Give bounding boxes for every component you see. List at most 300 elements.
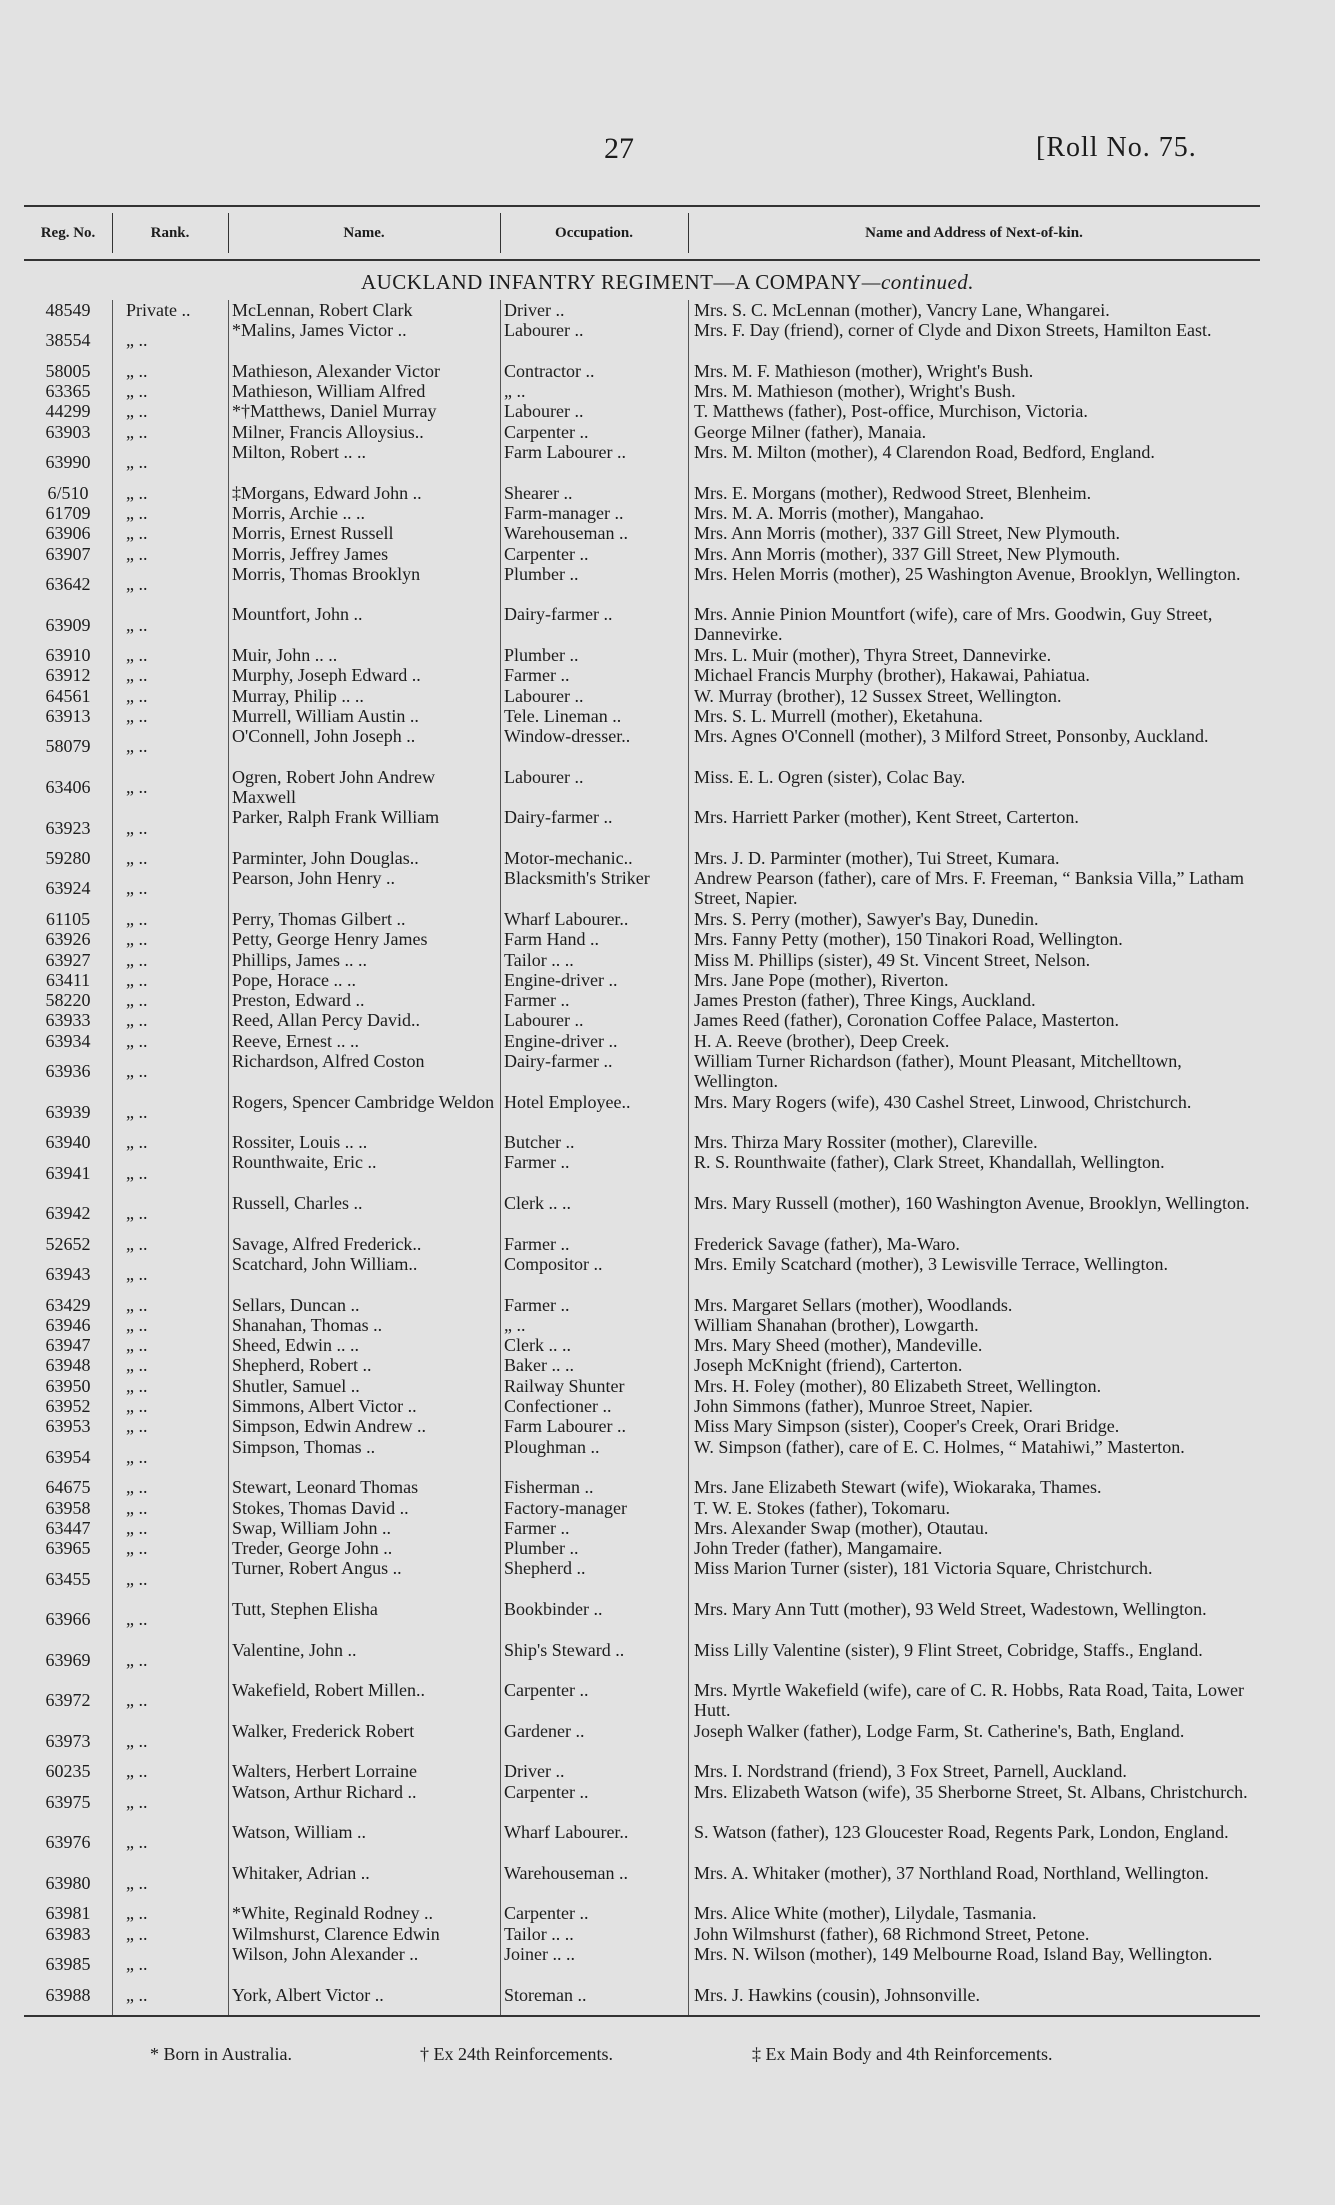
soldier-name: Shepherd, Robert .. bbox=[232, 1355, 372, 1376]
next-of-kin: Mrs. Jane Pope (mother), Riverton. bbox=[694, 969, 949, 990]
reg-number: 63365 bbox=[45, 381, 91, 402]
reg-number: 63990 bbox=[45, 452, 91, 473]
reg-number: 63981 bbox=[45, 1903, 91, 1924]
occupation: Confectioner .. bbox=[504, 1396, 612, 1417]
rank: „ .. bbox=[126, 421, 148, 442]
roll-table bbox=[24, 300, 1260, 2017]
soldier-name: Morris, Ernest Russell bbox=[232, 523, 394, 544]
table-row bbox=[24, 361, 1260, 381]
rank: „ .. bbox=[126, 817, 148, 838]
next-of-kin: Mrs. N. Wilson (mother), 149 Melbourne Road, Island Bay, Wellington. bbox=[694, 1944, 1213, 1965]
soldier-name: Simmons, Albert Victor .. bbox=[232, 1396, 417, 1417]
table-row bbox=[24, 523, 1260, 543]
rank: „ .. bbox=[126, 990, 148, 1011]
rank: „ .. bbox=[126, 1832, 148, 1853]
soldier-name: Murray, Philip .. .. bbox=[232, 685, 364, 706]
occupation: Farmer .. bbox=[504, 1294, 570, 1315]
rank: „ .. bbox=[126, 452, 148, 473]
next-of-kin: Joseph Walker (father), Lodge Farm, St. Catherine's, Bath, England. bbox=[694, 1720, 1185, 1741]
soldier-name: Russell, Charles .. bbox=[232, 1193, 363, 1214]
reg-number: 63942 bbox=[45, 1203, 91, 1224]
soldier-name: Sellars, Duncan .. bbox=[232, 1294, 360, 1315]
next-of-kin: Mrs. Mary Ann Tutt (mother), 93 Weld Street, Wadestown, Wellington. bbox=[694, 1599, 1207, 1619]
next-of-kin: Mrs. Helen Morris (mother), 25 Washington Avenue, Brooklyn, Wellington. bbox=[694, 563, 1241, 584]
table-row bbox=[24, 544, 1260, 564]
rank: „ .. bbox=[126, 502, 148, 523]
occupation: Driver .. bbox=[504, 1761, 565, 1782]
rank: „ .. bbox=[126, 969, 148, 990]
occupation: Ship's Steward .. bbox=[504, 1639, 625, 1660]
soldier-name: Turner, Robert Angus .. bbox=[232, 1558, 402, 1579]
table-row bbox=[24, 1477, 1260, 1497]
reg-number: 48549 bbox=[45, 300, 91, 320]
reg-number: 63975 bbox=[45, 1791, 91, 1812]
rank: „ .. bbox=[126, 523, 148, 544]
soldier-name: Scatchard, John William.. bbox=[232, 1253, 418, 1274]
soldier-name: Sheed, Edwin .. .. bbox=[232, 1335, 359, 1356]
reg-number: 63954 bbox=[45, 1446, 91, 1467]
reg-number: 61105 bbox=[45, 908, 91, 929]
soldier-name: Simpson, Thomas .. bbox=[232, 1436, 376, 1457]
next-of-kin: Mrs. M. A. Morris (mother), Mangahao. bbox=[694, 502, 984, 523]
rank: „ .. bbox=[126, 1335, 148, 1356]
reg-number: 63941 bbox=[45, 1162, 91, 1183]
column-header-rank: Rank. bbox=[150, 225, 190, 241]
occupation: Compositor .. bbox=[504, 1253, 603, 1274]
next-of-kin: Andrew Pearson (father), care of Mrs. F. Freeman, “ Banksia Villa,” Latham Street, Napier. bbox=[694, 868, 1244, 909]
soldier-name: Swap, William John .. bbox=[232, 1517, 391, 1538]
next-of-kin: Mrs. A. Whitaker (mother), 37 Northland Road, Northland, Wellington. bbox=[694, 1862, 1209, 1883]
rank: „ .. bbox=[126, 1132, 148, 1153]
table-row bbox=[24, 1437, 1260, 1478]
rank: „ .. bbox=[126, 736, 148, 757]
rank: „ .. bbox=[126, 705, 148, 726]
next-of-kin: Mrs. J. D. Parminter (mother), Tui Street, Kumara. bbox=[694, 848, 1060, 869]
next-of-kin: John Treder (father), Mangamaire. bbox=[694, 1538, 943, 1559]
next-of-kin: Miss Mary Simpson (sister), Cooper's Creek, Orari Bridge. bbox=[694, 1416, 1120, 1437]
reg-number: 63924 bbox=[45, 878, 91, 899]
reg-number: 63950 bbox=[45, 1375, 91, 1396]
occupation: Farmer .. bbox=[504, 990, 570, 1011]
table-row bbox=[24, 970, 1260, 990]
next-of-kin: Mrs. Alice White (mother), Lilydale, Tasmania. bbox=[694, 1903, 1037, 1924]
table-row bbox=[24, 1010, 1260, 1030]
table-row bbox=[24, 1944, 1260, 1985]
rank: „ .. bbox=[126, 1233, 148, 1254]
soldier-name: Mountfort, John .. bbox=[232, 604, 363, 625]
soldier-name: McLennan, Robert Clark bbox=[232, 300, 413, 320]
rank: „ .. bbox=[126, 908, 148, 929]
next-of-kin: Mrs. Annie Pinion Mountfort (wife), care of Mrs. Goodwin, Guy Street, Dannevirke. bbox=[694, 604, 1213, 645]
reg-number: 63946 bbox=[45, 1314, 91, 1335]
occupation: Shearer .. bbox=[504, 482, 573, 503]
occupation: Warehouseman .. bbox=[504, 523, 629, 544]
reg-number: 63927 bbox=[45, 949, 91, 970]
soldier-name: Morris, Archie .. .. bbox=[232, 502, 365, 523]
next-of-kin: Mrs. S. Perry (mother), Sawyer's Bay, Dunedin. bbox=[694, 908, 1039, 929]
occupation: Labourer .. bbox=[504, 320, 584, 341]
occupation: Labourer .. bbox=[504, 685, 584, 706]
soldier-name: Parker, Ralph Frank William bbox=[232, 807, 440, 828]
reg-number: 63953 bbox=[45, 1416, 91, 1437]
table-row bbox=[24, 868, 1260, 909]
table-row bbox=[24, 848, 1260, 868]
section-title-continued: —continued. bbox=[861, 270, 975, 294]
reg-number: 63411 bbox=[45, 969, 91, 990]
occupation: Driver .. bbox=[504, 300, 565, 320]
soldier-name: Morris, Thomas Brooklyn bbox=[232, 563, 421, 584]
table-row bbox=[24, 706, 1260, 726]
table-row bbox=[24, 381, 1260, 401]
reg-number: 63973 bbox=[45, 1730, 91, 1751]
reg-number: 63447 bbox=[45, 1517, 91, 1538]
soldier-name: York, Albert Victor .. bbox=[232, 1984, 384, 2005]
table-row bbox=[24, 1031, 1260, 1051]
table-row bbox=[24, 1396, 1260, 1416]
rank: „ .. bbox=[126, 1203, 148, 1224]
table-row bbox=[24, 1335, 1260, 1355]
soldier-name: Tutt, Stephen Elisha bbox=[232, 1599, 378, 1619]
table-row bbox=[24, 1498, 1260, 1518]
soldier-name: O'Connell, John Joseph .. bbox=[232, 726, 416, 747]
next-of-kin: Mrs. M. F. Mathieson (mother), Wright's Bush. bbox=[694, 360, 1034, 381]
footnote-main-body: ‡ Ex Main Body and 4th Reinforcements. bbox=[752, 2044, 1053, 2064]
reg-number: 63985 bbox=[45, 1954, 91, 1975]
next-of-kin: William Shanahan (brother), Lowgarth. bbox=[694, 1314, 979, 1335]
occupation: Plumber .. bbox=[504, 563, 579, 584]
table-row bbox=[24, 686, 1260, 706]
soldier-name: *Malins, James Victor .. bbox=[232, 320, 407, 341]
occupation: Shepherd .. bbox=[504, 1558, 586, 1579]
soldier-name: Richardson, Alfred Coston bbox=[232, 1050, 425, 1071]
soldier-name: Murphy, Joseph Edward .. bbox=[232, 665, 421, 686]
reg-number: 63934 bbox=[45, 1030, 91, 1051]
occupation: Railway Shunter bbox=[504, 1375, 625, 1396]
occupation: Carpenter .. bbox=[504, 543, 589, 564]
next-of-kin: Mrs. Emily Scatchard (mother), 3 Lewisville Terrace, Wellington. bbox=[694, 1253, 1168, 1274]
soldier-name: Pope, Horace .. .. bbox=[232, 969, 356, 990]
page-number: 27 bbox=[604, 132, 634, 165]
reg-number: 63912 bbox=[45, 665, 91, 686]
reg-number: 63983 bbox=[45, 1923, 91, 1944]
soldier-name: Watson, William .. bbox=[232, 1822, 366, 1843]
soldier-name: Simpson, Edwin Andrew .. bbox=[232, 1416, 427, 1437]
reg-number: 63965 bbox=[45, 1538, 91, 1559]
table-row bbox=[24, 1193, 1260, 1234]
reg-number: 64675 bbox=[45, 1477, 91, 1498]
table-row bbox=[24, 300, 1260, 320]
next-of-kin: Mrs. Mary Russell (mother), 160 Washington Avenue, Brooklyn, Wellington. bbox=[694, 1193, 1250, 1214]
soldier-name: Treder, George John .. bbox=[232, 1538, 393, 1559]
occupation: Bookbinder .. bbox=[504, 1599, 603, 1619]
rank: „ .. bbox=[126, 929, 148, 950]
occupation: Dairy-farmer .. bbox=[504, 1050, 613, 1071]
soldier-name: Wilmshurst, Clarence Edwin bbox=[232, 1923, 440, 1944]
next-of-kin: Mrs. F. Day (friend), corner of Clyde and Dixon Streets, Hamilton East. bbox=[694, 320, 1212, 341]
next-of-kin: Frederick Savage (father), Ma-Waro. bbox=[694, 1233, 960, 1254]
table-row bbox=[24, 1782, 1260, 1823]
rank: „ .. bbox=[126, 848, 148, 869]
soldier-name: Preston, Edward .. bbox=[232, 990, 365, 1011]
occupation: Baker .. .. bbox=[504, 1355, 574, 1376]
occupation: Dairy-farmer .. bbox=[504, 807, 613, 828]
occupation: Wharf Labourer.. bbox=[504, 1822, 629, 1843]
reg-number: 63976 bbox=[45, 1832, 91, 1853]
occupation: Wharf Labourer.. bbox=[504, 908, 629, 929]
occupation: Dairy-farmer .. bbox=[504, 604, 613, 625]
rank: „ .. bbox=[126, 1375, 148, 1396]
soldier-name: Wilson, John Alexander .. bbox=[232, 1944, 419, 1965]
soldier-name: Parminter, John Douglas.. bbox=[232, 848, 419, 869]
table-row bbox=[24, 1903, 1260, 1923]
table-row bbox=[24, 604, 1260, 645]
occupation: Warehouseman .. bbox=[504, 1862, 629, 1883]
reg-number: 63926 bbox=[45, 929, 91, 950]
table-row bbox=[24, 1599, 1260, 1640]
occupation: Carpenter .. bbox=[504, 1781, 589, 1802]
reg-number: 63988 bbox=[45, 1984, 91, 2005]
next-of-kin: Michael Francis Murphy (brother), Hakawai, Pahiatua. bbox=[694, 665, 1090, 686]
reg-number: 38554 bbox=[45, 330, 91, 351]
occupation: Farmer .. bbox=[504, 665, 570, 686]
rank: „ .. bbox=[126, 1761, 148, 1782]
next-of-kin: Mrs. Agnes O'Connell (mother), 3 Milford Street, Ponsonby, Auckland. bbox=[694, 726, 1209, 747]
occupation: Factory-manager bbox=[504, 1497, 627, 1518]
rank: „ .. bbox=[126, 1314, 148, 1335]
table-row bbox=[24, 645, 1260, 665]
next-of-kin: John Wilmshurst (father), 68 Richmond Street, Petone. bbox=[694, 1923, 1090, 1944]
next-of-kin: T. Matthews (father), Post-office, Murchison, Victoria. bbox=[694, 401, 1088, 422]
rank: „ .. bbox=[126, 878, 148, 899]
occupation: Window-dresser.. bbox=[504, 726, 631, 747]
table-row bbox=[24, 950, 1260, 970]
table-row bbox=[24, 1640, 1260, 1681]
next-of-kin: Mrs. Jane Elizabeth Stewart (wife), Wiokaraka, Thames. bbox=[694, 1477, 1102, 1498]
occupation: Engine-driver .. bbox=[504, 969, 618, 990]
footnote-born-australia: * Born in Australia. bbox=[150, 2044, 292, 2064]
next-of-kin: Mrs. I. Nordstrand (friend), 3 Fox Street, Parnell, Auckland. bbox=[694, 1761, 1127, 1782]
reg-number: 63952 bbox=[45, 1396, 91, 1417]
table-row bbox=[24, 1152, 1260, 1193]
next-of-kin: S. Watson (father), 123 Gloucester Road, Regents Park, London, England. bbox=[694, 1822, 1229, 1843]
soldier-name: Pearson, John Henry .. bbox=[232, 868, 395, 889]
next-of-kin: Mrs. Harriett Parker (mother), Kent Street, Carterton. bbox=[694, 807, 1079, 828]
next-of-kin: William Turner Richardson (father), Mount Pleasant, Mitchelltown, Wellington. bbox=[694, 1050, 1182, 1091]
table-row bbox=[24, 422, 1260, 442]
rank: „ .. bbox=[126, 1294, 148, 1315]
occupation: Farm Labourer .. bbox=[504, 1416, 626, 1437]
soldier-name: Mathieson, William Alfred bbox=[232, 381, 426, 402]
table-row bbox=[24, 929, 1260, 949]
occupation: Blacksmith's Striker bbox=[504, 868, 650, 889]
next-of-kin: Miss. E. L. Ogren (sister), Colac Bay. bbox=[694, 766, 966, 787]
occupation: Fisherman .. bbox=[504, 1477, 594, 1498]
reg-number: 63910 bbox=[45, 645, 91, 666]
reg-number: 63923 bbox=[45, 817, 91, 838]
soldier-name: Savage, Alfred Frederick.. bbox=[232, 1233, 422, 1254]
table-row bbox=[24, 909, 1260, 929]
occupation: Farmer .. bbox=[504, 1233, 570, 1254]
next-of-kin: Joseph McKnight (friend), Carterton. bbox=[694, 1355, 963, 1376]
soldier-name: Reeve, Ernest .. .. bbox=[232, 1030, 359, 1051]
next-of-kin: Mrs. Ann Morris (mother), 337 Gill Street, New Plymouth. bbox=[694, 523, 1120, 544]
rank: „ .. bbox=[126, 574, 148, 594]
next-of-kin: Mrs. M. Mathieson (mother), Wright's Bush. bbox=[694, 381, 1016, 402]
reg-number: 63913 bbox=[45, 705, 91, 726]
rank: „ .. bbox=[126, 1446, 148, 1467]
soldier-name: Walker, Frederick Robert bbox=[232, 1720, 415, 1741]
occupation: Clerk .. .. bbox=[504, 1335, 571, 1356]
table-row bbox=[24, 1558, 1260, 1599]
rank: „ .. bbox=[126, 665, 148, 686]
rank: „ .. bbox=[126, 1497, 148, 1518]
rank: „ .. bbox=[126, 482, 148, 503]
table-row bbox=[24, 401, 1260, 421]
reg-number: 63429 bbox=[45, 1294, 91, 1315]
reg-number: 63642 bbox=[45, 574, 91, 594]
reg-number: 64561 bbox=[45, 685, 91, 706]
next-of-kin: Mrs. S. C. McLennan (mother), Vancry Lane, Whangarei. bbox=[694, 300, 1110, 320]
soldier-name: Morris, Jeffrey James bbox=[232, 543, 389, 564]
next-of-kin: Mrs. Margaret Sellars (mother), Woodlands. bbox=[694, 1294, 1013, 1315]
next-of-kin: James Reed (father), Coronation Coffee Palace, Masterton. bbox=[694, 1010, 1120, 1031]
occupation: „ .. bbox=[504, 1314, 526, 1335]
soldier-name: Shanahan, Thomas .. bbox=[232, 1314, 383, 1335]
occupation: Tele. Lineman .. bbox=[504, 705, 622, 726]
occupation: Plumber .. bbox=[504, 1538, 579, 1559]
table-row bbox=[24, 1822, 1260, 1863]
rank: „ .. bbox=[126, 1355, 148, 1376]
column-header-name: Name. bbox=[343, 225, 385, 241]
reg-number: 63980 bbox=[45, 1873, 91, 1893]
occupation: Labourer .. bbox=[504, 1010, 584, 1031]
soldier-name: Stewart, Leonard Thomas bbox=[232, 1477, 419, 1498]
rank: „ .. bbox=[126, 1517, 148, 1538]
reg-number: 60235 bbox=[45, 1761, 91, 1782]
next-of-kin: Mrs. Mary Sheed (mother), Mandeville. bbox=[694, 1335, 983, 1356]
reg-number: 63969 bbox=[45, 1649, 91, 1670]
table-row bbox=[24, 1355, 1260, 1375]
column-header-reg: Reg. No. bbox=[40, 225, 96, 241]
occupation: Joiner .. .. bbox=[504, 1944, 575, 1965]
next-of-kin: T. W. E. Stokes (father), Tokomaru. bbox=[694, 1497, 951, 1518]
soldier-name: Ogren, Robert John Andrew Maxwell bbox=[232, 766, 435, 807]
soldier-name: Petty, George Henry James bbox=[232, 929, 428, 950]
section-title-text: AUCKLAND INFANTRY REGIMENT—A COMPANY bbox=[360, 270, 862, 294]
next-of-kin: Mrs. Alexander Swap (mother), Otautau. bbox=[694, 1517, 989, 1538]
soldier-name: Walters, Herbert Lorraine bbox=[232, 1761, 417, 1782]
reg-number: 63939 bbox=[45, 1101, 91, 1122]
table-row bbox=[24, 1376, 1260, 1396]
rank: „ .. bbox=[126, 360, 148, 381]
soldier-name: Watson, Arthur Richard .. bbox=[232, 1781, 417, 1802]
table-row bbox=[24, 807, 1260, 848]
rank: „ .. bbox=[126, 1690, 148, 1711]
rank: „ .. bbox=[126, 614, 148, 635]
rank: „ .. bbox=[126, 1030, 148, 1051]
soldier-name: *White, Reginald Rodney .. bbox=[232, 1903, 433, 1924]
occupation: Farm Labourer .. bbox=[504, 442, 626, 463]
rank: „ .. bbox=[126, 1903, 148, 1924]
occupation: Engine-driver .. bbox=[504, 1030, 618, 1051]
rank: „ .. bbox=[126, 1791, 148, 1812]
next-of-kin: Mrs. Thirza Mary Rossiter (mother), Clareville. bbox=[694, 1132, 1038, 1153]
rank: „ .. bbox=[126, 1649, 148, 1670]
table-row bbox=[24, 1518, 1260, 1538]
reg-number: 58079 bbox=[45, 736, 91, 757]
reg-number: 58005 bbox=[45, 360, 91, 381]
table-row bbox=[24, 1538, 1260, 1558]
occupation: „ .. bbox=[504, 381, 526, 402]
soldier-name: ‡Morgans, Edward John .. bbox=[232, 482, 422, 503]
soldier-name: Muir, John .. .. bbox=[232, 645, 338, 666]
rank: „ .. bbox=[126, 1416, 148, 1437]
next-of-kin: Miss Marion Turner (sister), 181 Victoria Square, Christchurch. bbox=[694, 1558, 1153, 1579]
reg-number: 63406 bbox=[45, 776, 91, 797]
table-row bbox=[24, 1416, 1260, 1436]
reg-number: 63940 bbox=[45, 1132, 91, 1153]
rank: „ .. bbox=[126, 330, 148, 351]
occupation: Clerk .. .. bbox=[504, 1193, 571, 1214]
occupation: Contractor .. bbox=[504, 360, 595, 381]
next-of-kin: Mrs. Mary Rogers (wife), 430 Cashel Street, Linwood, Christchurch. bbox=[694, 1091, 1192, 1112]
next-of-kin: Mrs. Ann Morris (mother), 337 Gill Street, New Plymouth. bbox=[694, 543, 1120, 564]
next-of-kin: Mrs. L. Muir (mother), Thyra Street, Dannevirke. bbox=[694, 645, 1052, 666]
column-header-occupation: Occupation. bbox=[555, 225, 633, 241]
rank: „ .. bbox=[126, 1162, 148, 1183]
rank: „ .. bbox=[126, 1101, 148, 1122]
soldier-name: Mathieson, Alexander Victor bbox=[232, 360, 441, 381]
table-row bbox=[24, 1863, 1260, 1904]
reg-number: 63909 bbox=[45, 614, 91, 635]
footnote-24th-reinforcements: † Ex 24th Reinforcements. bbox=[420, 2044, 613, 2064]
reg-number: 63943 bbox=[45, 1264, 91, 1285]
soldier-name: Valentine, John .. bbox=[232, 1639, 357, 1660]
next-of-kin: W. Simpson (father), care of E. C. Holmes, “ Matahiwi,” Masterton. bbox=[694, 1436, 1185, 1457]
table-row bbox=[24, 1295, 1260, 1315]
occupation: Labourer .. bbox=[504, 401, 584, 422]
table-row bbox=[24, 320, 1260, 361]
occupation: Plumber .. bbox=[504, 645, 579, 666]
roll-number: [Roll No. 75. bbox=[1036, 132, 1197, 163]
next-of-kin: George Milner (father), Manaia. bbox=[694, 421, 927, 442]
occupation: Carpenter .. bbox=[504, 421, 589, 442]
rank: „ .. bbox=[126, 685, 148, 706]
reg-number: 63455 bbox=[45, 1568, 91, 1589]
table-row bbox=[24, 726, 1260, 767]
occupation: Farmer .. bbox=[504, 1517, 570, 1538]
rank: „ .. bbox=[126, 645, 148, 666]
soldier-name: Whitaker, Adrian .. bbox=[232, 1862, 370, 1883]
next-of-kin: Mrs. H. Foley (mother), 80 Elizabeth Street, Wellington. bbox=[694, 1375, 1102, 1396]
reg-number: 63936 bbox=[45, 1061, 91, 1082]
next-of-kin: Mrs. E. Morgans (mother), Redwood Street, Blenheim. bbox=[694, 482, 1092, 503]
rank: „ .. bbox=[126, 1396, 148, 1417]
reg-number: 63948 bbox=[45, 1355, 91, 1376]
occupation: Carpenter .. bbox=[504, 1680, 589, 1701]
next-of-kin: R. S. Rounthwaite (father), Clark Street, Khandallah, Wellington. bbox=[694, 1152, 1165, 1173]
occupation: Farm Hand .. bbox=[504, 929, 599, 950]
soldier-name: Rossiter, Louis .. .. bbox=[232, 1132, 368, 1153]
rank: „ .. bbox=[126, 1477, 148, 1498]
occupation: Farm-manager .. bbox=[504, 502, 624, 523]
occupation: Storeman .. bbox=[504, 1984, 587, 2005]
soldier-name: Wakefield, Robert Millen.. bbox=[232, 1680, 425, 1701]
reg-number: 44299 bbox=[45, 401, 91, 422]
table-row bbox=[24, 1051, 1260, 1092]
table-row bbox=[24, 483, 1260, 503]
next-of-kin: Mrs. M. Milton (mother), 4 Clarendon Road, Bedford, England. bbox=[694, 442, 1155, 463]
